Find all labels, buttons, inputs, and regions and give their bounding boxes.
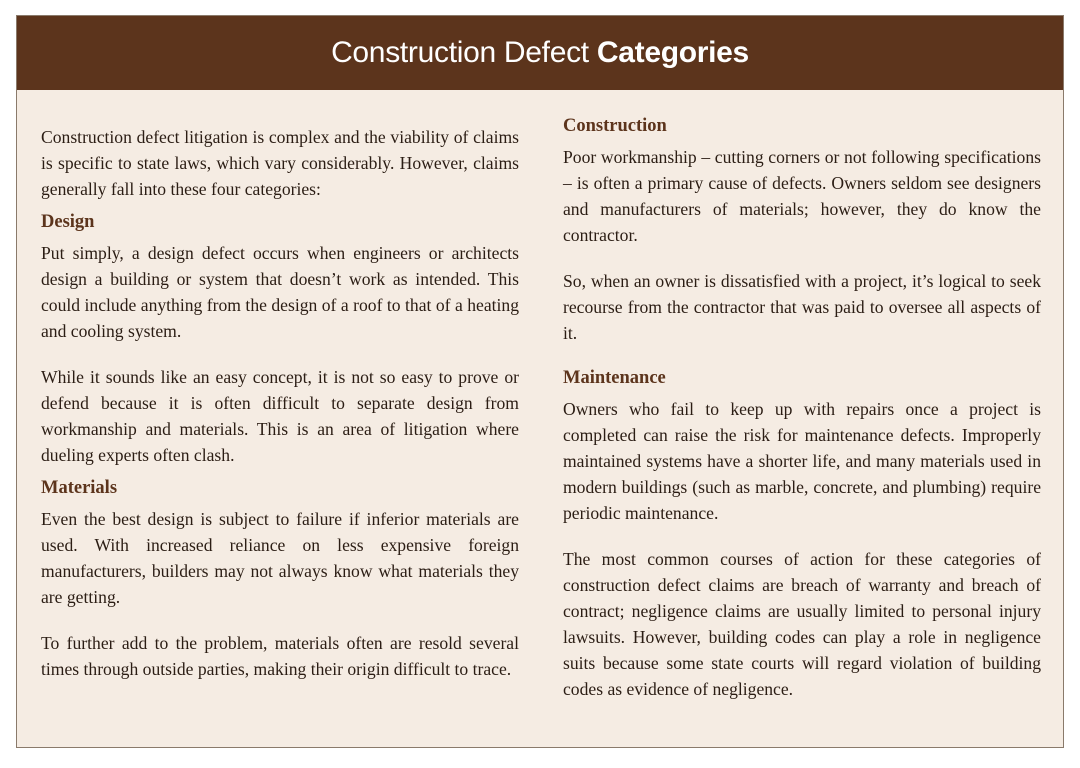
maintenance-paragraph-2: The most common courses of action for these categories of construction defect claims are breach of warranty and breach of contract; negligence claims are usually limited to personal injury lawsuits. However, building codes can play a role in negligence suits because some state courts will regard violation of building codes as evidence of negligence. <box>563 549 1041 699</box>
design-heading: Design <box>41 212 95 232</box>
maintenance-paragraph-1: Owners who fail to keep up with repairs once a project is completed can raise the risk for maintenance defects. Improperly maintained systems have a shorter life, and many materials used in modern buildings (such as marble, concrete, and plumbing) require periodic maintenance. <box>563 399 1041 523</box>
maintenance-heading: Maintenance <box>563 368 666 388</box>
content-columns <box>17 90 1063 747</box>
right-column <box>563 116 1041 722</box>
intro-paragraph: Construction defect litigation is complex and the viability of claims is specific to state laws, which vary considerably. However, claims generally fall into these four categories: <box>41 127 519 199</box>
materials-heading: Materials <box>41 478 118 498</box>
construction-paragraph-1: Poor workmanship – cutting corners or not following specifications – is often a primary cause of defects. Owners seldom see designers and manufacturers of materials; however, they do know the contractor. <box>563 147 1041 245</box>
construction-paragraph-2: So, when an owner is dissatisfied with a project, it’s logical to seek recourse from the contractor that was paid to oversee all aspects of it. <box>563 271 1041 343</box>
design-paragraph-2: While it sounds like an easy concept, it is not so easy to prove or defend because it is often difficult to separate design from workmanship and materials. This is an area of litigation where dueling experts often clash. <box>41 367 519 465</box>
panel-header <box>17 16 1063 90</box>
construction-heading: Construction <box>563 116 667 136</box>
design-paragraph-1: Put simply, a design defect occurs when engineers or architects design a building or system that doesn’t work as intended. This could include anything from the design of a roof to that of a heating and cooling system. <box>41 243 519 341</box>
left-column <box>41 124 519 702</box>
materials-paragraph-2: To further add to the problem, materials often are resold several times through outside parties, making their origin difficult to trace. <box>41 633 519 679</box>
title-light: Construction Defect <box>331 36 589 69</box>
title-bold: Categories <box>596 36 749 69</box>
materials-paragraph-1: Even the best design is subject to failure if inferior materials are used. With increased reliance on less expensive foreign manufacturers, builders may not always know what materials they are getting. <box>41 509 519 607</box>
defect-categories-panel <box>16 15 1064 748</box>
